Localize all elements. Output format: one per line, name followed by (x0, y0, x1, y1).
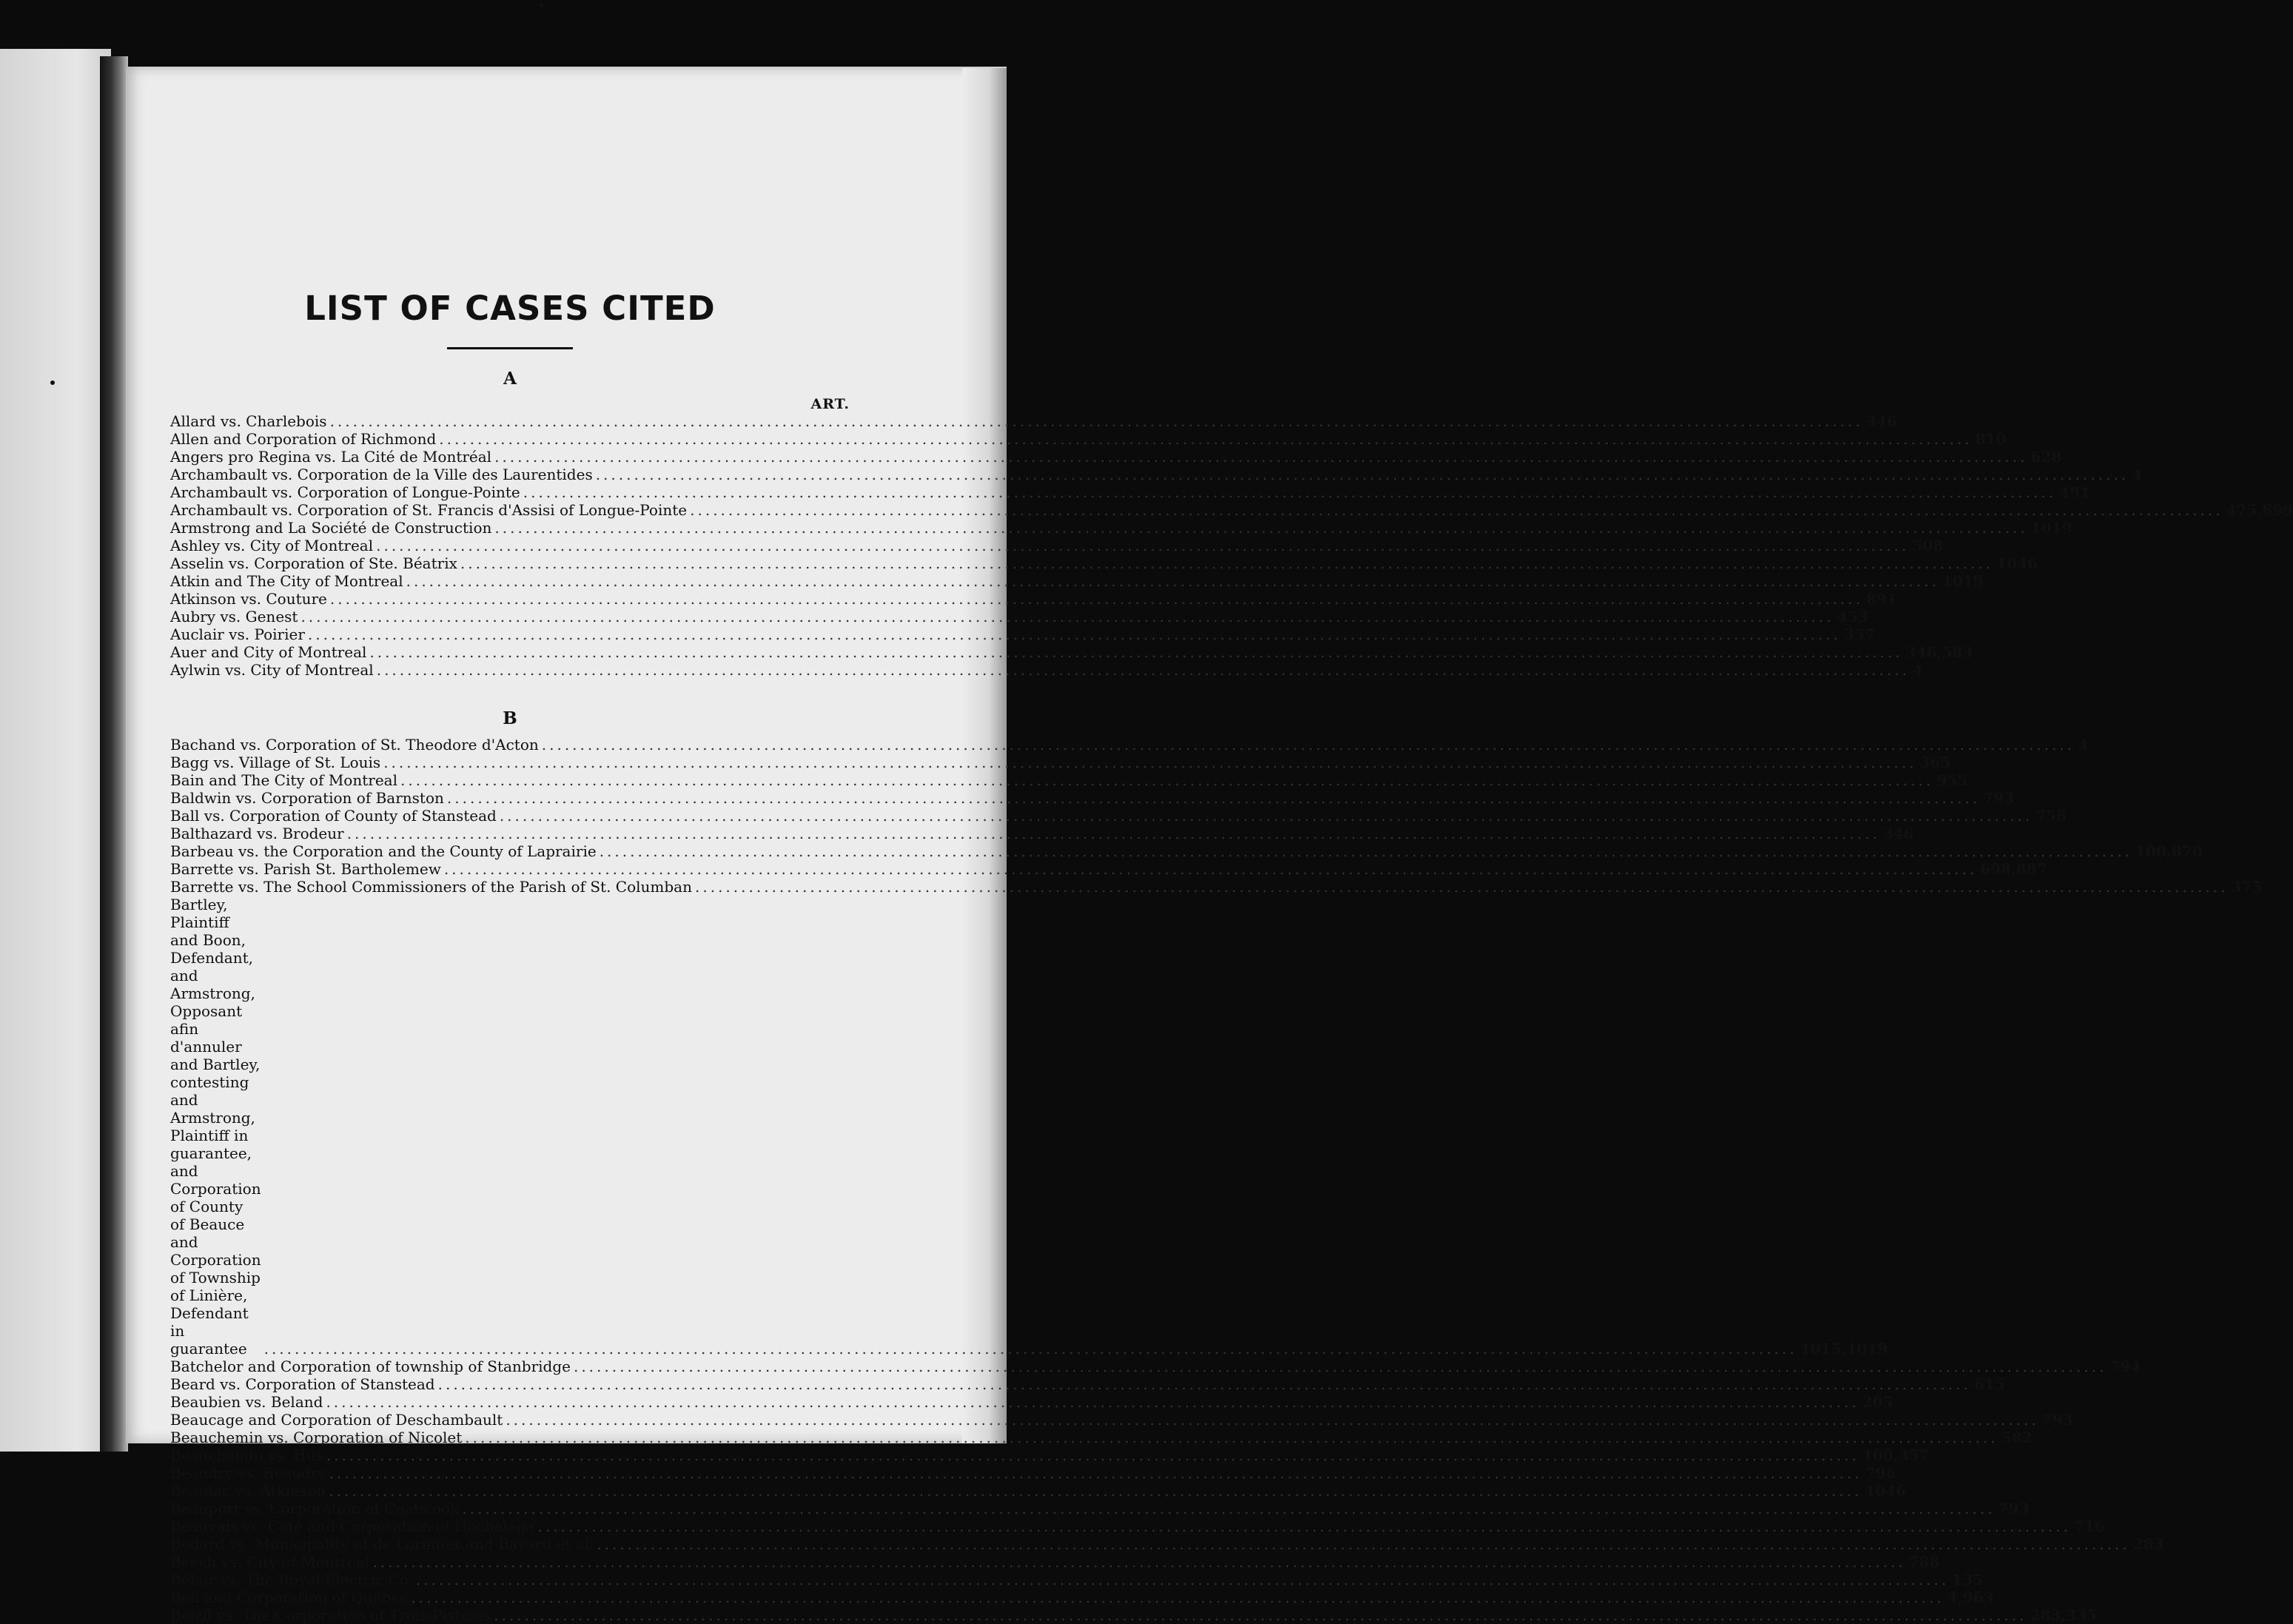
article-number: 870 (2171, 842, 2203, 860)
article-number: 4 (2078, 736, 2089, 754)
dot-leader: ........................................................................................................................................................................................................ (263, 1340, 1798, 1358)
case-name: Archambault vs. Corporation de la Ville des Laurentides (170, 466, 593, 483)
dot-leader: ........................................................................................................................................................................................................ (439, 430, 1973, 448)
article-number: 758 (2035, 807, 2067, 825)
title-rule (447, 347, 573, 349)
case-entry (170, 1500, 2030, 1517)
article-number: 887 (2016, 860, 2047, 878)
section-letter-b: B (503, 708, 517, 728)
case-entry (170, 896, 1888, 1358)
case-name: Barrette vs. The School Commissioners of the Parish of St. Columban (170, 878, 692, 896)
case-name: Angers pro Regina vs. La Cité de Montréal (170, 448, 492, 466)
case-name: Archambault vs. Corporation of Longue-Pointe (170, 483, 520, 501)
article-number: 508 (1912, 537, 1944, 554)
article-number: 793 (2041, 1411, 2073, 1429)
case-name: Atkinson vs. Couture (170, 590, 327, 608)
article-number: 699 (2262, 501, 2293, 519)
case-entry (170, 789, 2015, 807)
article-number: 796 (1865, 1464, 1896, 1482)
case-name: Armstrong and La Société de Construction (170, 519, 492, 537)
case-entry (170, 1393, 1893, 1411)
case-entry (170, 466, 2143, 483)
article-number: 375 (2231, 878, 2263, 896)
article-number: 135 (1952, 1571, 1984, 1588)
dot-leader: ........................................................................................................................................................................................................ (573, 1358, 2107, 1375)
case-entry (170, 519, 2072, 537)
case-entry (170, 1375, 2005, 1393)
dot-leader: ........................................................................................................................................................................................................ (383, 754, 1917, 771)
case-name: Aylwin vs. City of Montreal (170, 661, 374, 679)
additional-article: 698, (1980, 860, 2017, 878)
article-number: 4 (1913, 661, 1924, 679)
dot-leader: ........................................................................................................................................................................................................ (326, 1446, 1860, 1464)
article-number: 628 (2030, 448, 2062, 466)
case-name: Archambault vs. Corporation of St. Francis d'Assisi of Longue-Pointe (170, 501, 688, 519)
dot-leader: ........................................................................................................................................................................................................ (411, 1588, 1944, 1606)
case-entry (170, 643, 1973, 661)
case-name: Bélair vs. The Royal Electric Co. (170, 1571, 413, 1588)
article-number: 793 (1998, 1500, 2030, 1517)
case-name: Bartley, Plaintiff and Boon, Defendant, and Armstrong, Opposant afin d'annuler and Bartley, contesting and Armstrong, Plaintiff in guarantee, and Corporation of County of Beauce and Corporation of Township of Linière, Defendant in guarantee (170, 896, 261, 1358)
dot-leader: ........................................................................................................................................................................................................ (415, 1571, 1950, 1588)
section-letter-a: A (503, 369, 517, 389)
case-name: Beauvais vs. Coté and Corporation of Hochelaga (170, 1517, 535, 1535)
case-entry (170, 860, 2047, 878)
case-name: Ball vs. Corporation of County of Stanstead (170, 807, 497, 825)
dot-leader: ........................................................................................................................................................................................................ (307, 625, 1842, 643)
case-entry (170, 625, 1876, 643)
dot-leader: ........................................................................................................................................................................................................ (376, 661, 1910, 679)
case-entry (170, 412, 1897, 430)
dot-leader: ........................................................................................................................................................................................................ (460, 554, 1994, 572)
dot-leader: ........................................................................................................................................................................................................ (506, 1411, 2039, 1429)
article-number: 346 (1866, 412, 1897, 430)
case-name: Bain and The City of Montreal (170, 771, 397, 789)
dot-leader: ........................................................................................................................................................................................................ (346, 825, 1881, 842)
case-entry (170, 1482, 1907, 1500)
dot-leader: ........................................................................................................................................................................................................ (465, 1429, 1998, 1446)
article-number: 963 (1962, 1588, 1994, 1606)
case-entry (170, 448, 2062, 466)
case-entry (170, 842, 2203, 860)
case-entry (170, 771, 1968, 789)
section-b-list (170, 736, 2263, 1624)
dot-leader: ........................................................................................................................................................................................................ (301, 608, 1834, 625)
article-number: 793 (1983, 789, 2015, 807)
dot-leader: ........................................................................................................................................................................................................ (695, 878, 2229, 896)
article-number: 357 (1844, 625, 1876, 643)
article-number: 283 (2132, 1535, 2164, 1553)
case-name: Asselin vs. Corporation of Ste. Béatrix (170, 554, 457, 572)
case-name: Bachand vs. Corporation of St. Theodore d'Acton (170, 736, 539, 754)
dot-leader: ........................................................................................................................................................................................................ (329, 412, 1864, 430)
article-number: 582 (2001, 1429, 2032, 1446)
article-number: 365 (1919, 754, 1951, 771)
dot-leader: ........................................................................................................................................................................................................ (406, 572, 1940, 590)
dot-leader: ........................................................................................................................................................................................................ (494, 1606, 2027, 1624)
case-entry (170, 1535, 2164, 1553)
case-name: Batchelor and Corporation of township of Stanbridge (170, 1358, 571, 1375)
additional-article: 283, (2030, 1606, 2067, 1624)
case-entry (170, 661, 1924, 679)
dot-leader: ........................................................................................................................................................................................................ (329, 590, 1864, 608)
dot-leader: ........................................................................................................................................................................................................ (443, 860, 1978, 878)
case-entry (170, 554, 2038, 572)
case-entry (170, 736, 2089, 754)
dot-leader: ........................................................................................................................................................................................................ (499, 807, 2033, 825)
case-entry (170, 608, 1868, 625)
case-entry (170, 1606, 2098, 1624)
article-number: 357 (1898, 1446, 1930, 1464)
case-name: Bell and Corporation of Quebec (170, 1588, 409, 1606)
dot-leader: ........................................................................................................................................................................................................ (326, 1393, 1859, 1411)
case-entry (170, 1446, 1930, 1464)
dot-leader: ........................................................................................................................................................................................................ (494, 519, 2028, 537)
case-name: Barrette vs. Parish St. Bartholemew (170, 860, 441, 878)
dot-leader: ........................................................................................................................................................................................................ (541, 736, 2075, 754)
case-name: Baldwin vs. Corporation of Barnston (170, 789, 444, 807)
case-entry (170, 878, 2263, 896)
case-name: Balthazard vs. Brodeur (170, 825, 344, 842)
case-entry (170, 1429, 2032, 1446)
article-number: 491 (2059, 483, 2090, 501)
article-number: 205 (1861, 1393, 1893, 1411)
case-name: Auclair vs. Poirier (170, 625, 305, 643)
article-number: 335 (2066, 1606, 2098, 1624)
dot-leader: ........................................................................................................................................................................................................ (400, 771, 1934, 789)
case-name: Allard vs. Charlebois (170, 412, 327, 430)
case-name: Beaudry vs. Beaudry (170, 1464, 326, 1482)
dot-leader: ........................................................................................................................................................................................................ (369, 643, 1903, 661)
additional-article: 4, (1947, 1588, 1963, 1606)
case-entry (170, 825, 1914, 842)
case-name: Beaucage and Corporation of Deschambault (170, 1411, 503, 1429)
case-name: Belzil vs. The Corporation of Trois-Pistoles (170, 1606, 491, 1624)
case-entry (170, 572, 1984, 590)
article-number: 1046 (1864, 1482, 1907, 1500)
case-name: Bagg vs. Village of St. Louis (170, 754, 381, 771)
case-entry (170, 1411, 2073, 1429)
case-entry (170, 1517, 2105, 1535)
dust-speck (539, 3, 543, 7)
article-number: 1046 (1996, 554, 2038, 572)
case-entry (170, 1571, 1984, 1588)
case-name: Auer and City of Montreal (170, 643, 367, 661)
additional-article: 100, (1862, 1446, 1898, 1464)
case-name: Bédard vs. Municipality of de Lorimier and Bayard et al. (170, 1535, 594, 1553)
case-name: Ashley vs. City of Montreal (170, 537, 374, 554)
dot-leader: ........................................................................................................................................................................................................ (690, 501, 2223, 519)
additional-article: 346, (1905, 643, 1942, 661)
case-entry (170, 501, 2293, 519)
case-name: Aubry vs. Genest (170, 608, 298, 625)
case-entry (170, 1464, 1896, 1482)
dot-leader: ........................................................................................................................................................................................................ (437, 1375, 1972, 1393)
article-number: 346 (1883, 825, 1914, 842)
case-name: Beard vs. Corporation of Stanstead (170, 1375, 435, 1393)
article-number: 810 (1975, 430, 2007, 448)
page-title: LIST OF CASES CITED (304, 289, 716, 328)
case-entry (170, 430, 2007, 448)
article-number: 1019 (1846, 1340, 1888, 1358)
dot-leader: ........................................................................................................................................................................................................ (494, 448, 2028, 466)
dot-leader: ........................................................................................................................................................................................................ (523, 483, 2057, 501)
case-name: Beech vs. City of Montreal (170, 1553, 370, 1571)
article-number: 1019 (1942, 572, 1984, 590)
dot-leader: ........................................................................................................................................................................................................ (537, 1517, 2072, 1535)
additional-article: 475, (2226, 501, 2263, 519)
additional-article: 1015, (1800, 1340, 1847, 1358)
additional-article: 100, (2135, 842, 2172, 860)
article-number: 794 (2109, 1358, 2141, 1375)
case-entry (170, 537, 1944, 554)
case-entry (170, 483, 2090, 501)
dot-leader: ........................................................................................................................................................................................................ (329, 1482, 1862, 1500)
case-entry (170, 1358, 2141, 1375)
dot-leader: ........................................................................................................................................................................................................ (597, 1535, 2130, 1553)
case-entry (170, 754, 1951, 771)
book-gutter (100, 56, 128, 1452)
page-content (170, 289, 2293, 1624)
article-number: 891 (1866, 590, 1898, 608)
case-entry (170, 1553, 1940, 1571)
article-column-header: ART. (810, 396, 850, 412)
case-name: Barbeau vs. the Corporation and the County of Laprairie (170, 842, 597, 860)
dot-leader: ........................................................................................................................................................................................................ (329, 1464, 1863, 1482)
case-name: Atkin and The City of Montreal (170, 572, 403, 590)
left-page-edge (0, 49, 111, 1452)
dot-leader: ........................................................................................................................................................................................................ (595, 466, 2129, 483)
article-number: 716 (2074, 1517, 2105, 1535)
article-number: 4 (2132, 466, 2143, 483)
case-name: Beauchemin vs. Corporation of Nicolet (170, 1429, 463, 1446)
dust-speck (50, 380, 55, 385)
dot-leader: ........................................................................................................................................................................................................ (462, 1500, 1995, 1517)
article-number: 1019 (2030, 519, 2072, 537)
case-entry (170, 590, 1898, 608)
case-name: Beauport vs. Corporation of Coaticook (170, 1500, 460, 1517)
case-name: Beaulac vs. Atkinson (170, 1482, 326, 1500)
dot-leader: ........................................................................................................................................................................................................ (376, 537, 1910, 554)
dot-leader: ........................................................................................................................................................................................................ (599, 842, 2133, 860)
case-name: Beaubien vs. Beland (170, 1393, 323, 1411)
case-entry (170, 807, 2067, 825)
case-name: Beauchemin vs. Hus (170, 1446, 323, 1464)
article-number: 453 (1836, 608, 1868, 625)
article-number: 615 (1974, 1375, 2005, 1393)
dot-leader: ........................................................................................................................................................................................................ (372, 1553, 1906, 1571)
article-number: 955 (1936, 771, 1968, 789)
case-name: Allen and Corporation of Richmond (170, 430, 437, 448)
section-a-list (170, 412, 2293, 679)
article-number: 583 (1941, 643, 1973, 661)
dot-leader: ........................................................................................................................................................................................................ (446, 789, 1981, 807)
article-number: 788 (1908, 1553, 1940, 1571)
case-entry (170, 1588, 1994, 1606)
